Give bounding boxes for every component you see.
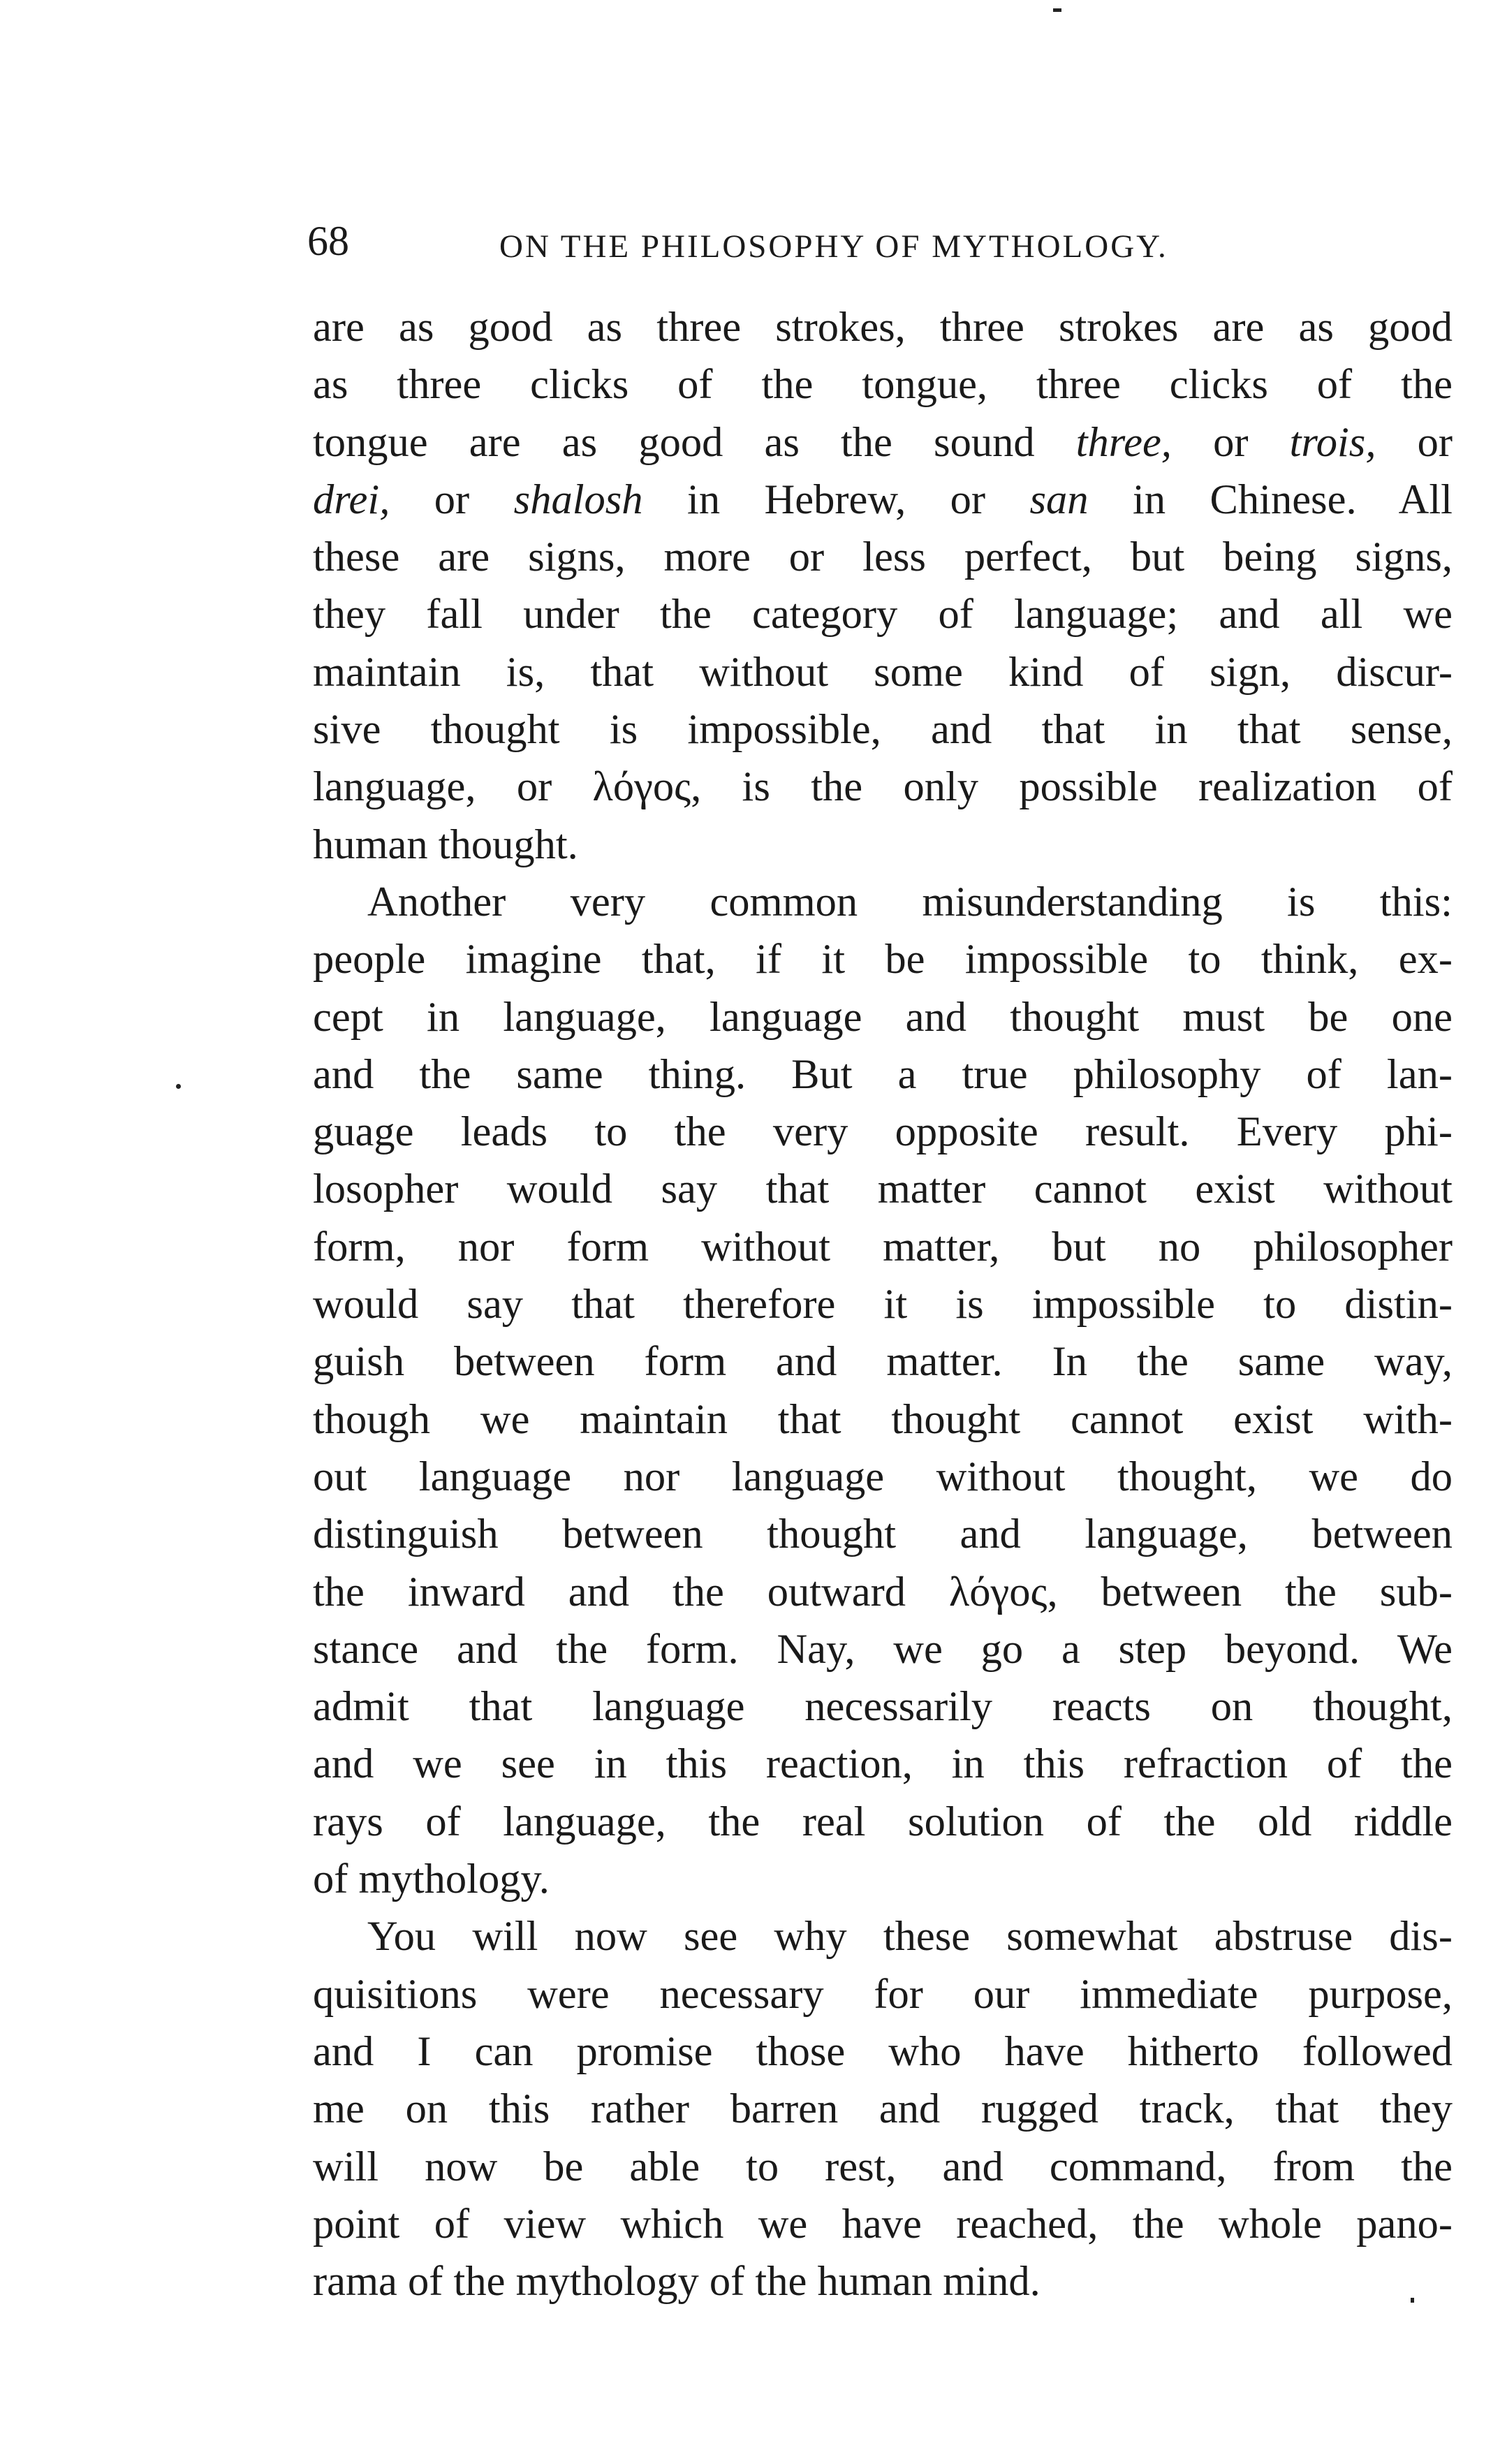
text-line: me on this rather barren and rugged track, that they <box>313 2085 1453 2133</box>
text-line: You will now see why these somewhat abstruse dis- <box>367 1913 1453 1960</box>
text-line: quisitions were necessary for our immediate purpose, <box>313 1970 1453 2018</box>
text-line: rama of the mythology of the human mind. <box>313 2258 1041 2305</box>
text-line: sive thought is impossible, and that in that sense, <box>313 706 1453 754</box>
text-line: cept in language, language and thought must be one <box>313 993 1453 1041</box>
text-line: out language nor language without thought, we do <box>313 1453 1453 1500</box>
text-line: language, or λόγος, is the only possible realization of <box>313 763 1453 811</box>
page-number: 68 <box>307 218 349 264</box>
body-text <box>313 299 1453 2310</box>
scan-mark-top <box>1053 8 1061 12</box>
text-line: form, nor form without matter, but no philosopher <box>313 1223 1453 1270</box>
text-line: stance and the form. Nay, we go a step beyond. We <box>313 1625 1453 1673</box>
text-line: point of view which we have reached, the whole pano- <box>313 2200 1453 2247</box>
text-line: are as good as three strokes, three strokes are as good <box>313 304 1453 351</box>
text-line: guage leads to the very opposite result. Every phi- <box>313 1108 1453 1156</box>
text-line: Another very common misunderstanding is this: <box>367 878 1453 925</box>
text-line: and I can promise those who have hitherto followed <box>313 2027 1453 2075</box>
text-line: people imagine that, if it be impossible to think, ex- <box>313 936 1453 983</box>
text-line: maintain is, that without some kind of sign, discur- <box>313 648 1453 696</box>
text-line: these are signs, more or less perfect, but being signs, <box>313 534 1453 581</box>
text-line: admit that language necessarily reacts on thought, <box>313 1683 1453 1731</box>
text-line: human thought. <box>313 821 578 868</box>
text-line: the inward and the outward λόγος, between the sub- <box>313 1568 1453 1615</box>
text-line: guish between form and matter. In the same way, <box>313 1338 1453 1386</box>
text-line: as three clicks of the tongue, three clicks of the <box>313 361 1453 409</box>
text-line: they fall under the category of language; and all we <box>313 591 1453 638</box>
scan-mark-bottom <box>1411 2298 1414 2303</box>
running-head: ON THE PHILOSOPHY OF MYTHOLOGY. <box>499 228 1168 265</box>
scan-mark-margin <box>176 1084 181 1089</box>
text-line: rays of language, the real solution of the old riddle <box>313 1798 1453 1845</box>
text-line: would say that therefore it is impossible to distin- <box>313 1281 1453 1328</box>
text-line: drei, or shalosh in Hebrew, or san in Chinese. All <box>313 476 1453 523</box>
text-line: and the same thing. But a true philosophy of lan- <box>313 1050 1453 1098</box>
page-header <box>307 210 1453 272</box>
text-line: losopher would say that matter cannot exist without <box>313 1166 1453 1213</box>
text-line: distinguish between thought and language, between <box>313 1511 1453 1558</box>
text-line: of mythology. <box>313 1856 550 1903</box>
text-line: and we see in this reaction, in this refraction of the <box>313 1740 1453 1788</box>
text-line: will now be able to rest, and command, from the <box>313 2143 1453 2190</box>
text-line: tongue are as good as the sound three, or trois, or <box>313 418 1453 466</box>
text-line: though we maintain that thought cannot exist with- <box>313 1395 1453 1443</box>
